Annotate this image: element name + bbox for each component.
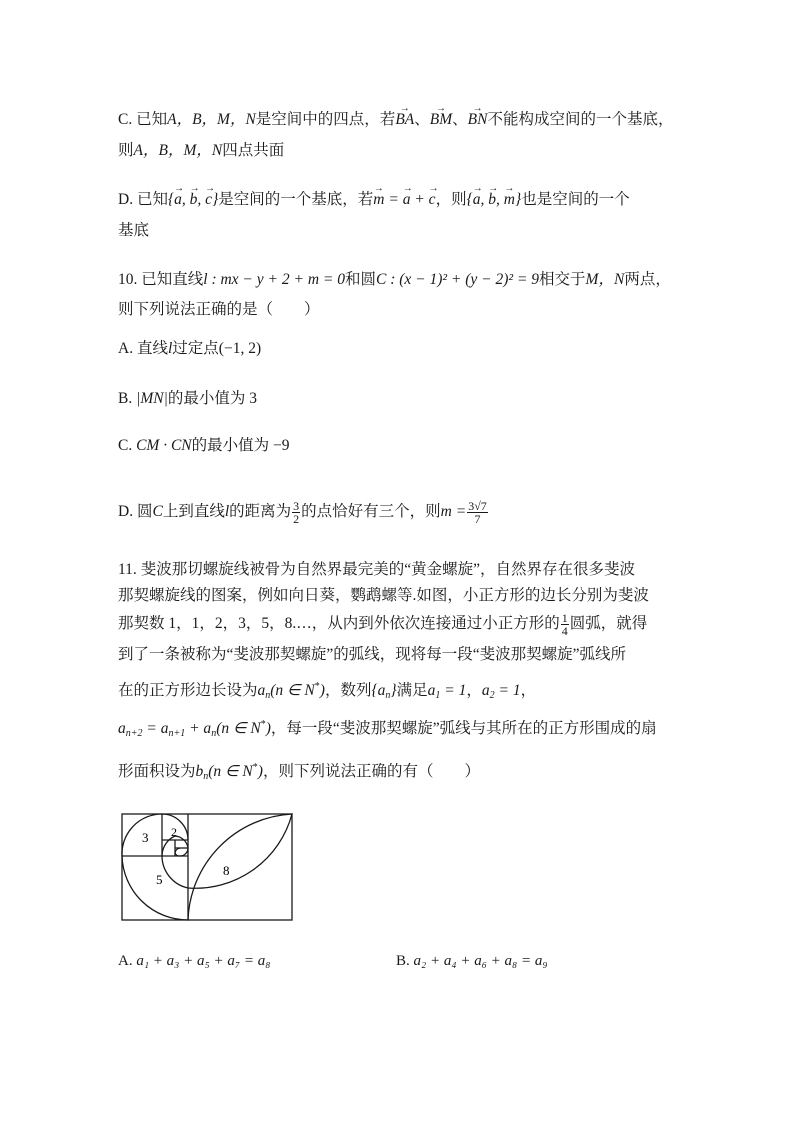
q9-option-d-line2: 基底: [118, 222, 150, 239]
q10-option-c: C. CM · CN的最小值为 −9: [118, 437, 290, 454]
q11-option-a: A. a₁ + a₃ + a₅ + a₇ = a₈: [118, 953, 271, 969]
q11-line3: 那契数 1，1，2，3，5，8.…，从内到外依次连接通过小正方形的 $\frac{1}{4}$ 圆弧，就得: [118, 611, 648, 638]
fibonacci-spiral-figure: [120, 812, 296, 924]
q10-stem-line2: 则下列说法正确的是（ ）: [118, 301, 320, 318]
q11-line1: 11. 斐波那切螺旋线被骨为自然界最完美的“黄金螺旋”，自然界存在很多斐波: [118, 561, 635, 578]
q10-option-a: A. 直线l过定点(−1, 2): [118, 340, 262, 357]
q9-option-c-line1: C. 已知A，B，M，N是空间中的四点，若→ BA、→ BM、→ BN不能构成空间的一个基底，: [118, 109, 674, 131]
label-8: 8: [223, 863, 230, 878]
q11-line5: 在的正方形边长设为$a_n(n$ ∈ N*)，数列$\{a_n\}$满足$a_1 = 1$，$a_2 = 1$，: [118, 681, 537, 701]
fraction-one-quarter: $\frac{1}{4}$: [561, 611, 568, 638]
q11-option-b: B. a₂ + a₄ + a₆ + a₈ = a₉: [396, 953, 548, 969]
q10-stem-line1: 10. 已知直线l : mx − y + 2 + m = 0和圆C : (x − 1)² + (y − 2)² = 9相交于M，N两点，: [118, 271, 671, 288]
q11-line6: $a_{n+2} = a_{n+1} + a_n(n$ ∈ N*)，每一段“斐波那契螺旋”弧线与其所在的正方形围成的扇: [118, 719, 657, 739]
q11-line7: 形面积设为$b_n(n$ ∈ N*)，则下列说法正确的有（ ）: [118, 762, 480, 782]
q9-option-c-line2: 则A，B，M，N四点共面: [118, 142, 285, 159]
q11-line2: 那契螺旋线的图案，例如向日葵，鹦鹉螺等.如图，小正方形的边长分别为斐波: [118, 587, 649, 604]
label-3: 3: [142, 830, 149, 845]
label-2: 2: [171, 825, 177, 839]
fraction-three-halves: $\frac{3}{2}$: [293, 499, 300, 526]
q9-option-d-line1: D. 已知{→ a, → b, → c}是空间的一个基底，若→ m = → a + → c，则{→ a, → b, → m}也是空间的一个: [118, 189, 630, 211]
q10-option-b: B. |MN|的最小值为 3: [118, 390, 258, 407]
q11-line4: 到了一条被称为“斐波那契螺旋”的弧线，现将每一段“斐波那契螺旋”弧线所: [118, 646, 627, 663]
q10-option-d: D. 圆C上到直线l的距离为 $\frac{3}{2}$ 的点恰好有三个，则m = $\frac{3√7}{7}$: [118, 499, 487, 526]
fraction-m-value: $\frac{3√7}{7}$: [468, 499, 487, 526]
label-5: 5: [156, 872, 163, 887]
